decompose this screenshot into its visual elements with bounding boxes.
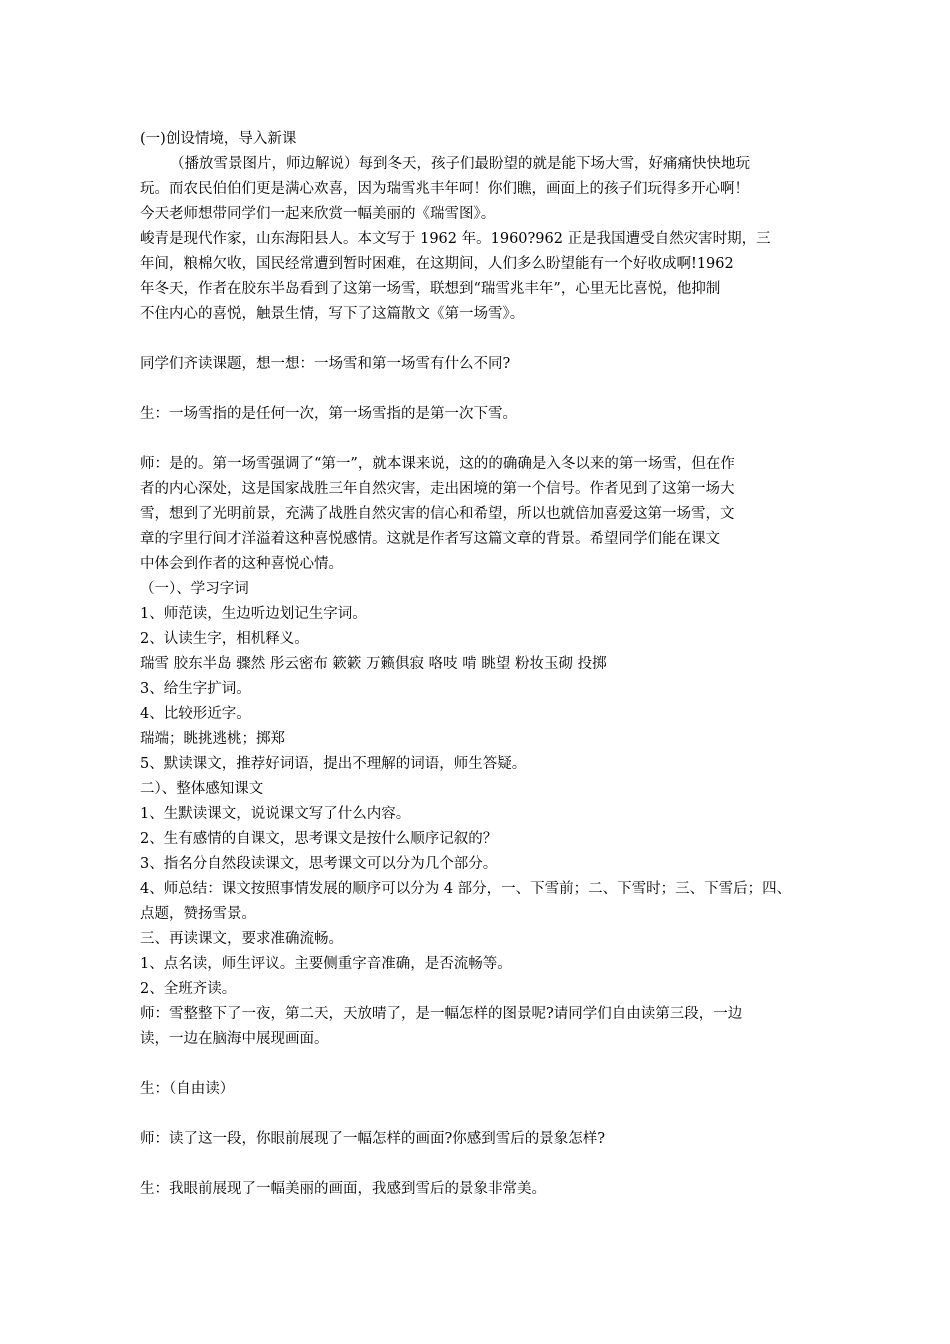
- list-item: 1、师范读，生边听边划记生字词。: [140, 606, 367, 622]
- paragraph-line: 瑞端；眺挑逃桃；掷郑: [140, 731, 285, 747]
- list-item: 3、给生字扩词。: [140, 681, 251, 697]
- list-item: 3、指名分自然段读课文，思考课文可以分为几个部分。: [140, 856, 498, 872]
- list-item: 4、师总结：课文按照事情发展的顺序可以分为 4 部分，一、下雪前；二、下雪时；三、下雪后；四、: [140, 881, 792, 897]
- section-heading: （一）、学习字词: [140, 581, 249, 597]
- section-heading: (一)创设情境，导入新课: [140, 131, 297, 147]
- paragraph-line: 不住内心的喜悦，触景生情，写下了这篇散文《第一场雪》。: [140, 306, 525, 322]
- paragraph-line: 峻青是现代作家，山东海阳县人。本文写于 1962 年。1960?962 正是我国遭受自然灾害时期，三: [140, 231, 771, 247]
- paragraph-line: 雪，想到了光明前景，充满了战胜自然灾害的信心和希望，所以也就倍加喜爱这第一场雪，文: [140, 506, 735, 522]
- paragraph-line: 点题，赞扬雪景。: [140, 906, 256, 922]
- blank-line: [140, 1102, 820, 1127]
- paragraph-line: 师：雪整整下了一夜，第二天，天放晴了，是一幅怎样的图景呢?请同学们自由读第三段，一边: [140, 1006, 743, 1022]
- section-heading: 三、再读课文，要求准确流畅。: [140, 931, 343, 947]
- paragraph-line: 生：我眼前展现了一幅美丽的画面，我感到雪后的景象非常美。: [140, 1181, 546, 1197]
- blank-line: [140, 327, 820, 352]
- section-heading: 二）、整体感知课文: [140, 781, 264, 797]
- paragraph-line: 玩。而农民伯伯们更是满心欢喜，因为瑞雪兆丰年呵！你们瞧，画面上的孩子们玩得多开心啊！: [140, 181, 749, 197]
- blank-line: [140, 427, 820, 452]
- paragraph-line: 生：（自由读）: [140, 1081, 235, 1097]
- document-page: [140, 127, 820, 1202]
- paragraph-line: 者的内心深处，这是国家战胜三年自然灾害，走出困境的第一个信号。作者见到了这第一场大: [140, 481, 735, 497]
- paragraph-line: 师：是的。第一场雪强调了“第一”，就本课来说，这的的确确是入冬以来的第一场雪，但在作: [140, 456, 735, 472]
- list-item: 1、生默读课文，说说课文写了什么内容。: [140, 806, 411, 822]
- paragraph-line: 章的字里行间才洋溢着这种喜悦感情。这就是作者写这篇文章的背景。希望同学们能在课文: [140, 531, 720, 547]
- paragraph-line: 年冬天，作者在胶东半岛看到了这第一场雪，联想到“瑞雪兆丰年”，心里无比喜悦，他抑制: [140, 281, 721, 297]
- paragraph-line: 生：一场雪指的是任何一次，第一场雪指的是第一次下雪。: [140, 406, 517, 422]
- blank-line: [140, 1152, 820, 1177]
- vocabulary-list: 瑞雪 胶东半岛 骤然 彤云密布 簌簌 万籁俱寂 咯吱 啃 眺望 粉妆玉砌 投掷: [140, 656, 607, 672]
- paragraph-line: 今天老师想带同学们一起来欣赏一幅美丽的《瑞雪图》。: [140, 206, 496, 222]
- list-item: 4、比较形近字。: [140, 706, 251, 722]
- list-item: 1、点名读，师生评议。主要侧重字音准确，是否流畅等。: [140, 956, 512, 972]
- paragraph-line: 年间，粮棉欠收，国民经常遭到暂时困难，在这期间，人们多么盼望能有一个好收成啊!1962: [140, 256, 734, 272]
- paragraph-line: （播放雪景图片，师边解说）每到冬天，孩子们最盼望的就是能下场大雪，好痛痛快快地玩: [170, 156, 750, 172]
- list-item: 2、生有感情的自课文，思考课文是按什么顺序记叙的？: [140, 831, 498, 847]
- blank-line: [140, 1052, 820, 1077]
- paragraph-line: 中体会到作者的这种喜悦心情。: [140, 556, 343, 572]
- paragraph-line: 同学们齐读课题，想一想：一场雪和第一场雪有什么不同?: [140, 356, 511, 372]
- list-item: 2、全班齐读。: [140, 981, 237, 997]
- list-item: 5、默读课文，推荐好词语，提出不理解的词语，师生答疑。: [140, 756, 527, 772]
- paragraph-line: 师：读了这一段，你眼前展现了一幅怎样的画面?你感到雪后的景象怎样?: [140, 1131, 606, 1147]
- blank-line: [140, 377, 820, 402]
- paragraph-line: 读，一边在脑海中展现画面。: [140, 1031, 329, 1047]
- list-item: 2、认读生字，相机释义。: [140, 631, 309, 647]
